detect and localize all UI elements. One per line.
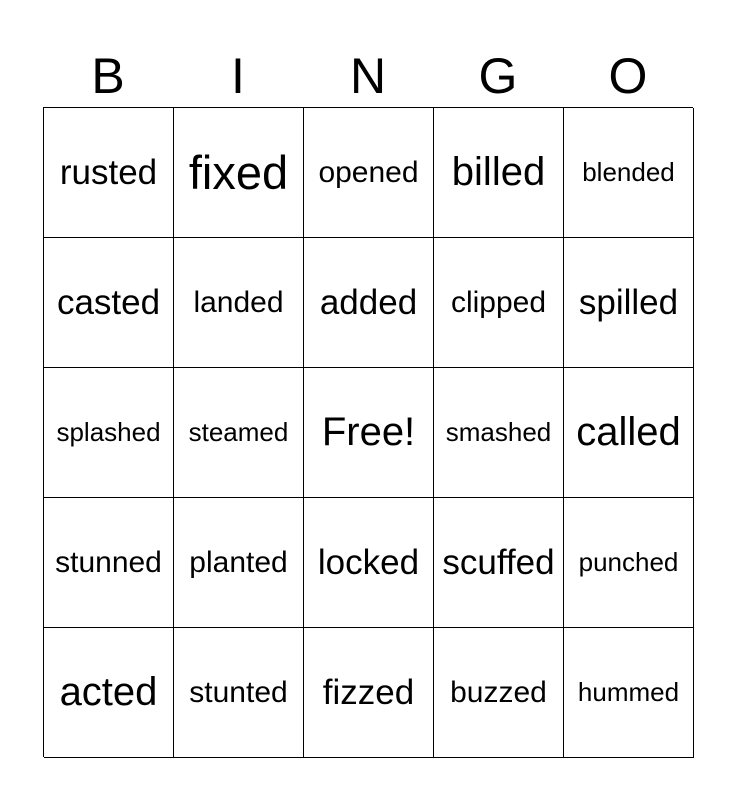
bingo-cell[interactable]: opened [304, 108, 434, 238]
bingo-cell[interactable]: hummed [564, 628, 694, 758]
bingo-cell[interactable]: spilled [564, 238, 694, 368]
bingo-cell[interactable]: landed [174, 238, 304, 368]
bingo-cell[interactable]: acted [44, 628, 174, 758]
free-space-cell[interactable]: Free! [304, 368, 434, 498]
bingo-header [43, 44, 693, 108]
bingo-cell[interactable]: added [304, 238, 434, 368]
header-letter-b: B [91, 48, 125, 104]
header-letter-g: G [478, 48, 518, 104]
bingo-cell[interactable]: fixed [174, 108, 304, 238]
header-letter-n: N [349, 48, 387, 104]
bingo-cell[interactable]: scuffed [434, 498, 564, 628]
bingo-cell[interactable]: steamed [174, 368, 304, 498]
bingo-cell[interactable]: clipped [434, 238, 564, 368]
bingo-cell[interactable]: locked [304, 498, 434, 628]
bingo-cell[interactable]: fizzed [304, 628, 434, 758]
bingo-cell[interactable]: rusted [44, 108, 174, 238]
bingo-cell[interactable]: called [564, 368, 694, 498]
bingo-cell[interactable]: buzzed [434, 628, 564, 758]
bingo-cell[interactable]: splashed [44, 368, 174, 498]
header-letter-i: I [231, 48, 245, 104]
bingo-cell[interactable]: billed [434, 108, 564, 238]
bingo-cell[interactable]: planted [174, 498, 304, 628]
bingo-cell[interactable]: punched [564, 498, 694, 628]
bingo-cell[interactable]: stunted [174, 628, 304, 758]
bingo-cell[interactable]: stunned [44, 498, 174, 628]
bingo-cell[interactable]: blended [564, 108, 694, 238]
bingo-cell[interactable]: casted [44, 238, 174, 368]
bingo-cell[interactable]: smashed [434, 368, 564, 498]
header-letter-o: O [608, 48, 648, 104]
bingo-grid [43, 107, 693, 757]
